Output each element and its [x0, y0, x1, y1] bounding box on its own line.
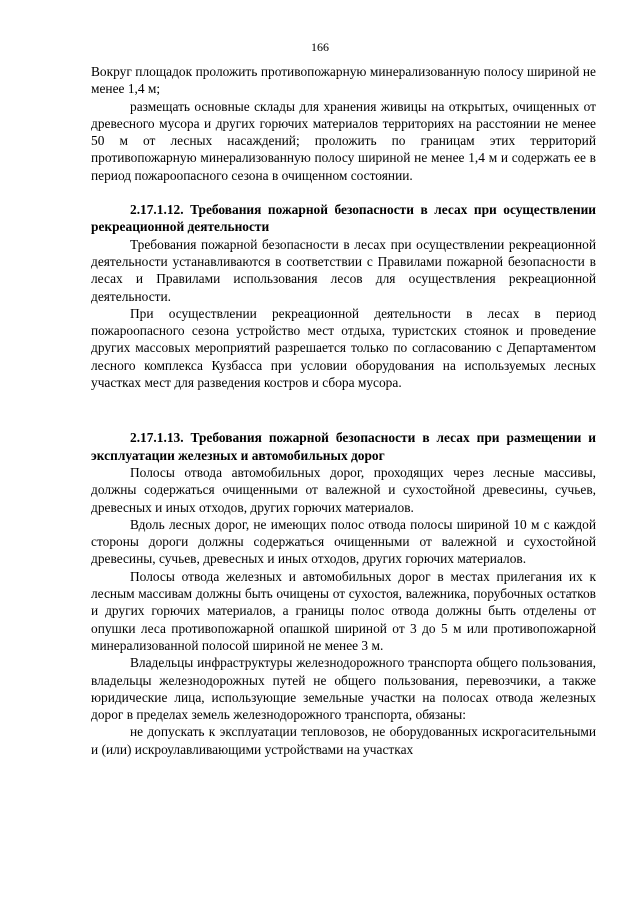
paragraph: Владельцы инфраструктуры железнодорожного транспорта общего пользования, владельцы железнодорожных путей не общего пользования, перевозчики, а также юридические лица, использующие земельные участки на полосах отвода железных дорог в пределах земель железнодорожного транспорта, обязаны: — [91, 655, 596, 723]
paragraph: Вдоль лесных дорог, не имеющих полос отвода полосы шириной 10 м с каждой стороны дороги должны содержаться очищенными от валежной и сухостойной древесины, сучьев, древесных и иных отходов, других горючих материалов. — [91, 516, 596, 567]
section-heading: 2.17.1.12. Требования пожарной безопасности в лесах при осуществлении рекреационной деятельности — [91, 202, 596, 235]
paragraph: При осуществлении рекреационной деятельности в лесах в период пожароопасного сезона устройство мест отдыха, туристских стоянок и проведение других массовых мероприятий разрешается только по согласованию с Департаментом лесного комплекса Кузбасса при условии оборудования на используемых лесных участках мест для разведения костров и сбора мусора. — [91, 305, 596, 391]
paragraph: не допускать к эксплуатации тепловозов, не оборудованных искрогасительными и (или) искроулавливающими устройствами на участках — [91, 724, 596, 757]
section-heading: 2.17.1.13. Требования пожарной безопасности в лесах при размещении и эксплуатации железных и автомобильных дорог — [91, 430, 596, 463]
page-number: 166 — [311, 40, 329, 54]
paragraph: Вокруг площадок проложить противопожарную минерализованную полосу шириной не менее 1,4 м; — [91, 64, 596, 97]
document-body — [91, 63, 596, 758]
paragraph: Полосы отвода железных и автомобильных дорог в местах прилегания их к лесным массивам должны быть очищены от сухостоя, валежника, порубочных остатков и других горючих материалов, а границы полос отвода должны быть отделены от опушки леса противопожарной опашкой шириной от 3 до 5 м или противопожарной минерализованной полосой шириной не менее 3 м. — [91, 568, 596, 653]
paragraph: Полосы отвода автомобильных дорог, проходящих через лесные массивы, должны содержаться очищенными от валежной и сухостойной древесины, сучьев, древесных и иных отходов, других горючих материалов. — [91, 464, 596, 515]
paragraph: Требования пожарной безопасности в лесах при осуществлении рекреационной деятельности устанавливаются в соответствии с Правилами пожарной безопасности в лесах и Правилами использования лесов для осуществления рекреационной деятельности. — [91, 236, 596, 304]
paragraph: размещать основные склады для хранения живицы на открытых, очищенных от древесного мусора и других горючих материалов территориях на расстоянии не менее 50 м от лесных насаждений; проложить по границам этих территорий противопожарную минерализованную полосу шириной не менее 1,4 м и содержать ее в период пожароопасного сезона в очищенном состоянии. — [91, 98, 596, 183]
